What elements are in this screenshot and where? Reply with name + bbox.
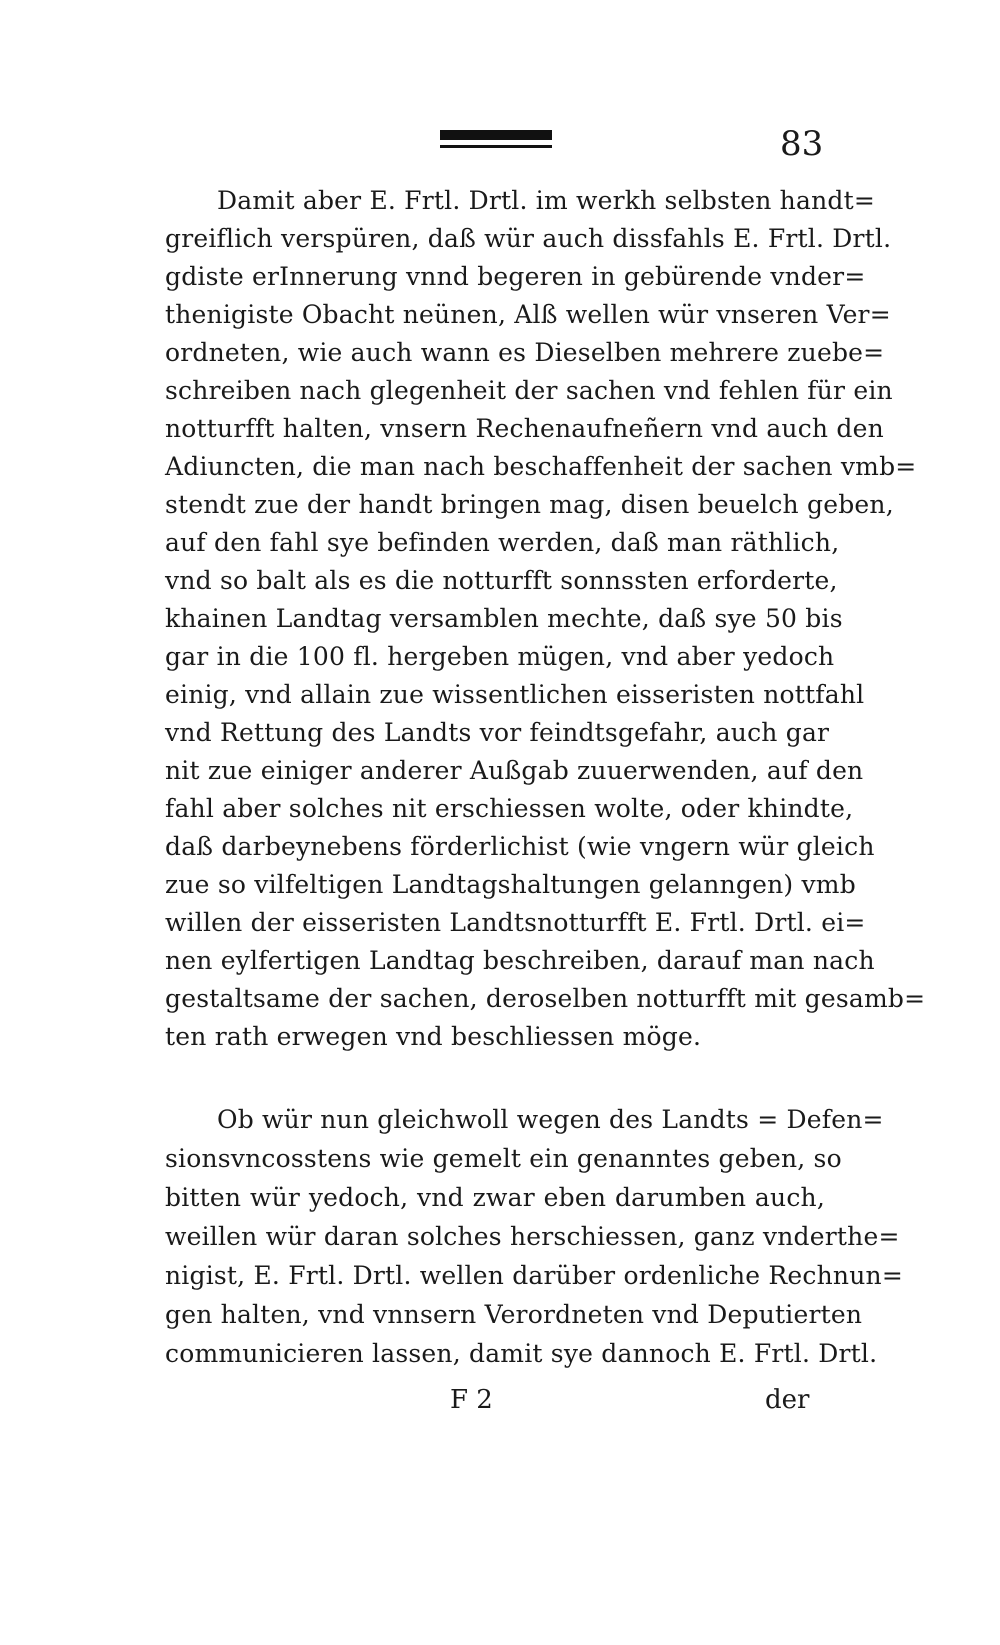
paragraph-2 [165,1100,903,1373]
text-line: thenigiste Obacht neünen, Alß wellen wür vnseren Ver= [165,300,891,329]
text-line: nigist, E. Frtl. Drtl. wellen darüber ordenliche Rechnun= [165,1261,903,1290]
text-line: weillen wür daran solches herschiessen, ganz vnderthe= [165,1222,900,1251]
text-line: notturfft halten, vnsern Rechenaufneñern vnd auch den [165,414,884,443]
text-line: stendt zue der handt bringen mag, disen beuelch geben, [165,490,894,519]
text-line: khainen Landtag versamblen mechte, daß sye 50 bis [165,604,843,633]
text-line: ten rath erwegen vnd beschliessen möge. [165,1022,702,1051]
signature-mark: F 2 [450,1385,493,1415]
page-number: 83 [780,124,824,164]
text-line: willen der eisseristen Landtsnotturfft E. Frtl. Drtl. ei= [165,908,866,937]
text-line: zue so vilfeltigen Landtagshaltungen gelanngen) vmb [165,870,856,899]
text-line: daß darbeynebens förderlichist (wie vngern wür gleich [165,832,875,861]
text-line: gen halten, vnd vnnsern Verordneten vnd Deputierten [165,1300,863,1329]
text-line: schreiben nach glegenheit der sachen vnd fehlen für ein [165,376,893,405]
text-line: gar in die 100 fl. hergeben mügen, vnd aber yedoch [165,642,835,671]
paragraph-1 [165,182,926,1056]
text-line: nen eylfertigen Landtag beschreiben, darauf man nach [165,946,875,975]
text-line: auf den fahl sye befinden werden, daß man räthlich, [165,528,840,557]
text-line: bitten wür yedoch, vnd zwar eben darumben auch, [165,1183,825,1212]
text-line: communicieren lassen, damit sye dannoch E. Frtl. Drtl. [165,1339,878,1368]
header-ornament-rule-thin [440,145,552,148]
text-line: Adiuncten, die man nach beschaffenheit der sachen vmb= [165,452,917,481]
header-ornament-rule [440,130,552,140]
text-line: vnd Rettung des Landts vor feindtsgefahr, auch gar [165,718,830,747]
text-line: ordneten, wie auch wann es Dieselben mehrere zuebe= [165,338,885,367]
catchword: der [765,1385,810,1415]
text-line: sionsvncosstens wie gemelt ein genanntes geben, so [165,1144,842,1173]
text-line: fahl aber solches nit erschiessen wolte, oder khindte, [165,794,854,823]
text-line: nit zue einiger anderer Außgab zuuerwenden, auf den [165,756,864,785]
text-line: Ob wür nun gleichwoll wegen des Landts = Defen= [217,1105,884,1134]
text-line: gestaltsame der sachen, deroselben notturfft mit gesamb= [165,984,926,1013]
text-line: einig, vnd allain zue wissentlichen eisseristen nottfahl [165,680,865,709]
text-line: gdiste erInnerung vnnd begeren in gebürende vnder= [165,262,866,291]
text-line: vnd so balt als es die notturfft sonnssten erforderte, [165,566,838,595]
text-line: Damit aber E. Frtl. Drtl. im werkh selbsten handt= [217,186,875,215]
text-line: greiflich verspüren, daß wür auch dissfahls E. Frtl. Drtl. [165,224,892,253]
